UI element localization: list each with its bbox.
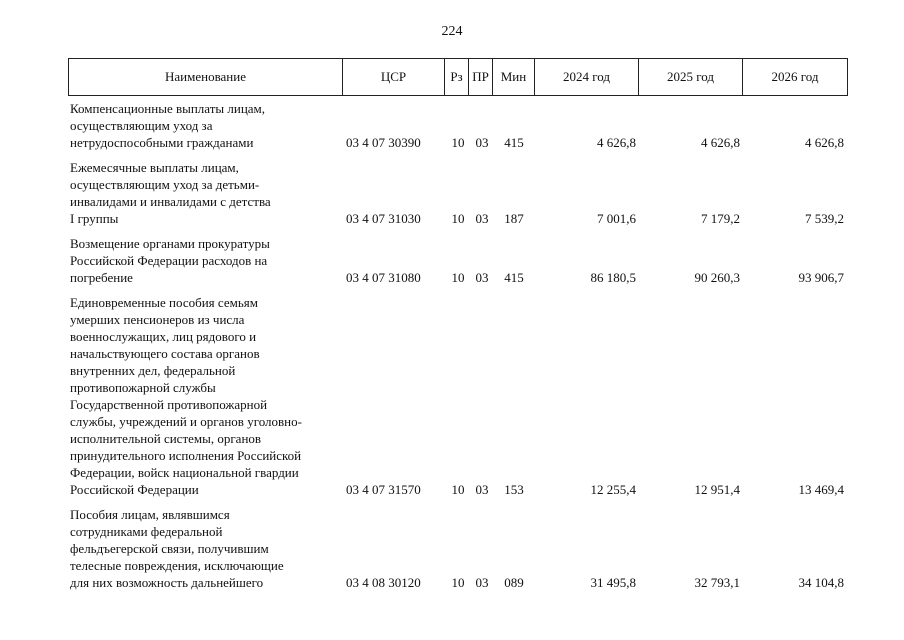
row-name — [68, 100, 342, 151]
row-name-line: I группы — [70, 211, 119, 226]
row-pr: 03 — [475, 482, 489, 497]
row-name — [68, 506, 342, 591]
table-row — [68, 506, 848, 591]
row-pr: 03 — [475, 270, 489, 285]
table-row — [68, 235, 848, 286]
row-csr: 03 4 07 31570 — [346, 482, 421, 497]
row-pr: 03 — [475, 135, 489, 150]
row-name-line: Российской Федерации — [70, 482, 199, 497]
row-min: 089 — [504, 575, 524, 590]
row-name-line: Единовременные пособия семьям — [70, 295, 258, 310]
row-name — [68, 294, 342, 498]
row-2026: 4 626,8 — [805, 135, 844, 150]
page-number: 224 — [441, 24, 463, 39]
row-pr: 03 — [475, 575, 489, 590]
row-name-line: сотрудниками федеральной — [70, 524, 223, 539]
row-name-line: службы, учреждений и органов уголовно- — [70, 414, 302, 429]
row-name-line: внутренних дел, федеральной — [70, 363, 236, 378]
row-2026: 7 539,2 — [805, 211, 844, 226]
row-2025: 12 951,4 — [694, 482, 740, 497]
table-body — [68, 100, 848, 599]
table-row — [68, 294, 848, 498]
row-name-line: Федерации, войск национальной гвардии — [70, 465, 299, 480]
row-name-line: осуществляющим уход за детьми- — [70, 177, 260, 192]
row-name-line: противопожарной службы — [70, 380, 216, 395]
row-rz: 10 — [451, 482, 465, 497]
row-name-line: Российской Федерации расходов на — [70, 253, 268, 268]
row-name-line: Компенсационные выплаты лицам, — [70, 101, 266, 116]
row-name-line: для них возможность дальнейшего — [70, 575, 264, 590]
header-2026: 2026 год — [771, 69, 819, 84]
row-name-line: инвалидами и инвалидами с детства — [70, 194, 271, 209]
table-row — [68, 100, 848, 151]
row-name-line: Пособия лицам, являвшимся — [70, 507, 230, 522]
row-2025: 32 793,1 — [694, 575, 740, 590]
row-name-line: фельдъегерской связи, получившим — [70, 541, 269, 556]
row-name — [68, 235, 342, 286]
row-rz: 10 — [451, 211, 465, 226]
row-csr: 03 4 07 30390 — [346, 135, 421, 150]
row-2026: 13 469,4 — [798, 482, 844, 497]
row-2024: 86 180,5 — [590, 270, 636, 285]
row-csr: 03 4 08 30120 — [346, 575, 421, 590]
row-pr: 03 — [475, 211, 489, 226]
table-row — [68, 159, 848, 227]
row-2025: 4 626,8 — [701, 135, 740, 150]
row-min: 415 — [504, 270, 524, 285]
header-name: Наименование — [69, 59, 343, 95]
row-csr: 03 4 07 31030 — [346, 211, 421, 226]
row-name-line: телесные повреждения, исключающие — [70, 558, 284, 573]
row-2024: 12 255,4 — [590, 482, 636, 497]
row-min: 187 — [504, 211, 524, 226]
row-2024: 4 626,8 — [597, 135, 636, 150]
row-name-line: исполнительной системы, органов — [70, 431, 262, 446]
row-rz: 10 — [451, 575, 465, 590]
header-rz: Рз — [445, 59, 469, 95]
row-2026: 34 104,8 — [798, 575, 844, 590]
row-2024: 31 495,8 — [590, 575, 636, 590]
row-name-line: Ежемесячные выплаты лицам, — [70, 160, 239, 175]
row-name-line: погребение — [70, 270, 133, 285]
row-2025: 7 179,2 — [701, 211, 740, 226]
row-name-line: Возмещение органами прокуратуры — [70, 236, 270, 251]
row-name-line: умерших пенсионеров из числа — [70, 312, 245, 327]
row-rz: 10 — [451, 270, 465, 285]
row-min: 153 — [504, 482, 524, 497]
table-header — [68, 58, 848, 96]
header-min: Мин — [493, 59, 535, 95]
header-2024: 2024 год — [535, 59, 639, 95]
row-2026: 93 906,7 — [798, 270, 844, 285]
header-pr: ПР — [469, 59, 493, 95]
header-csr: ЦСР — [343, 59, 445, 95]
row-2024: 7 001,6 — [597, 211, 636, 226]
row-min: 415 — [504, 135, 524, 150]
row-2025: 90 260,3 — [694, 270, 740, 285]
row-name-line: Государственной противопожарной — [70, 397, 268, 412]
row-rz: 10 — [451, 135, 465, 150]
row-name-line: начальствующего состава органов — [70, 346, 260, 361]
row-name — [68, 159, 342, 227]
header-2025: 2025 год — [639, 59, 743, 95]
row-name-line: осуществляющим уход за — [70, 118, 213, 133]
row-name-line: военнослужащих, лиц рядового и — [70, 329, 257, 344]
row-name-line: принудительного исполнения Российской — [70, 448, 302, 463]
row-name-line: нетрудоспособными гражданами — [70, 135, 254, 150]
row-csr: 03 4 07 31080 — [346, 270, 421, 285]
